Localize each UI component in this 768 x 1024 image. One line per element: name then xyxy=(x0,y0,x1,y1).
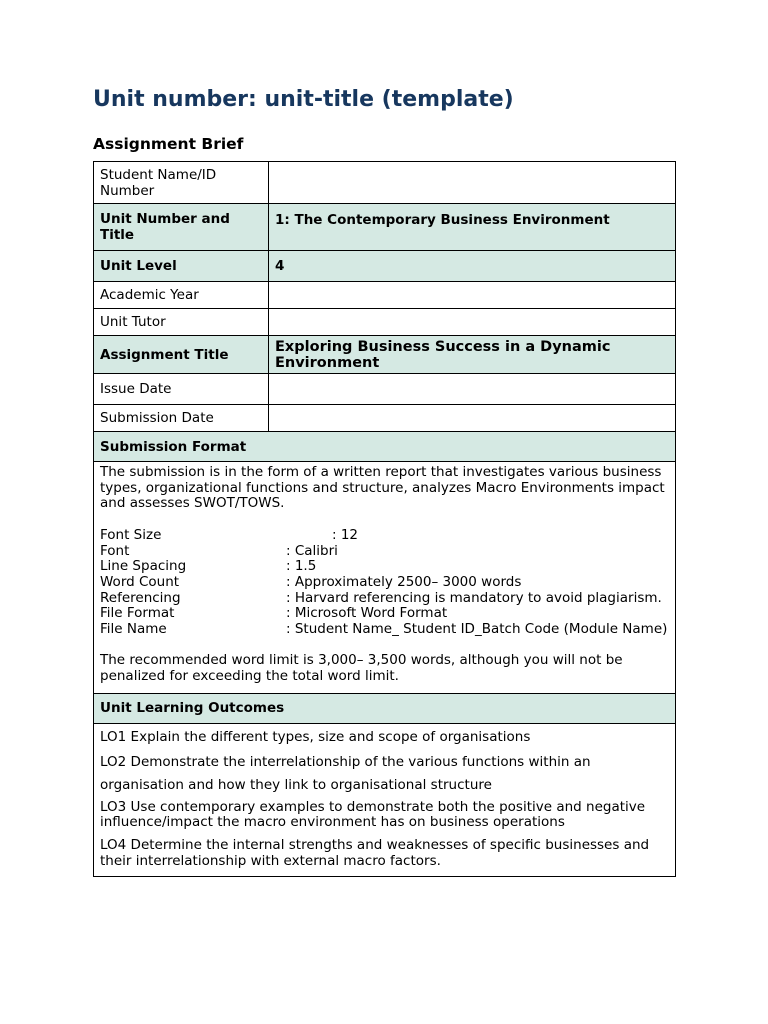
unit-level-value: 4 xyxy=(269,251,676,282)
submission-intro: The submission is in the form of a written report that investigates various business types, organizational functions and structure, analyzes Macro Environments impact and assesses SWOT/TOWS. xyxy=(100,464,665,512)
row-assignment-title xyxy=(94,336,676,374)
row-unit-title xyxy=(94,204,676,251)
issue-date-value xyxy=(269,374,676,405)
student-value xyxy=(269,162,676,204)
spec-value: : Approximately 2500– 3000 words xyxy=(286,573,522,590)
learning-outcomes-header xyxy=(94,693,676,723)
submission-format-cell xyxy=(94,462,676,694)
spec-line-spacing xyxy=(100,559,669,575)
unit-title-label: Unit Number and Title xyxy=(94,204,269,251)
row-student xyxy=(94,162,676,204)
learning-outcome-item: LO4 Determine the internal strengths and weaknesses of specific businesses and their interrelationship with external macro factors. xyxy=(100,837,650,869)
spec-label: Font Size xyxy=(100,526,162,543)
student-label: Student Name/ID Number xyxy=(94,162,269,204)
spec-value: : Harvard referencing is mandatory to avoid plagiarism. xyxy=(286,589,662,606)
spacer xyxy=(100,638,669,654)
submission-format-body xyxy=(94,462,676,694)
academic-year-value xyxy=(269,282,676,309)
spec-label: Referencing xyxy=(100,589,181,606)
spec-value: : 12 xyxy=(332,526,359,543)
spec-file-name xyxy=(100,622,669,638)
learning-outcome-item: LO1 Explain the different types, size and scope of organisations xyxy=(100,728,531,745)
spec-font-size xyxy=(100,528,669,544)
spec-font xyxy=(100,544,669,560)
assignment-title-value: Exploring Business Success in a Dynamic Environment xyxy=(269,336,676,374)
submission-format-header xyxy=(94,432,676,462)
spec-value: : Student Name_ Student ID_Batch Code (Module Name) xyxy=(286,621,668,638)
learning-outcomes-heading: Unit Learning Outcomes xyxy=(94,693,676,723)
word-limit-note: The recommended word limit is 3,000– 3,500 words, although you will not be penalized for exceeding the total word limit. xyxy=(100,652,623,685)
row-issue-date xyxy=(94,374,676,405)
learning-outcomes-body xyxy=(94,723,676,876)
spec-label: Word Count xyxy=(100,573,180,590)
assignment-brief-table xyxy=(93,161,676,877)
unit-title-value: 1: The Contemporary Business Environment xyxy=(269,204,676,251)
spec-label: Line Spacing xyxy=(100,558,187,575)
page-title: Unit number: unit-title (template) xyxy=(93,87,514,112)
spacer xyxy=(100,512,669,528)
academic-year-label: Academic Year xyxy=(94,282,269,309)
assignment-title-label: Assignment Title xyxy=(94,336,269,374)
row-submission-date xyxy=(94,405,676,432)
learning-outcome-item: LO3 Use contemporary examples to demonstrate both the positive and negative influence/impact the macro environment has on business operations xyxy=(100,798,646,831)
assignment-brief-heading: Assignment Brief xyxy=(93,135,244,153)
row-academic-year xyxy=(94,282,676,309)
learning-outcome-item: LO2 Demonstrate the interrelationship of the various functions within an organisation and how they link to organisational structure xyxy=(100,753,591,794)
unit-tutor-value xyxy=(269,309,676,336)
spec-label: Font xyxy=(100,542,130,559)
spec-word-count xyxy=(100,575,669,591)
spec-referencing xyxy=(100,591,669,607)
learning-outcomes-cell xyxy=(94,723,676,876)
spec-file-format xyxy=(100,606,669,622)
spec-value: : Calibri xyxy=(286,542,338,559)
unit-level-label: Unit Level xyxy=(94,251,269,282)
row-unit-tutor xyxy=(94,309,676,336)
spec-label: File Name xyxy=(100,621,167,638)
submission-date-value xyxy=(269,405,676,432)
spec-label: File Format xyxy=(100,605,175,622)
spec-value: : 1.5 xyxy=(286,558,317,575)
submission-format-heading: Submission Format xyxy=(94,432,676,462)
issue-date-label: Issue Date xyxy=(94,374,269,405)
spec-value: : Microsoft Word Format xyxy=(286,605,448,622)
unit-tutor-label: Unit Tutor xyxy=(94,309,269,336)
submission-date-label: Submission Date xyxy=(94,405,269,432)
row-unit-level xyxy=(94,251,676,282)
